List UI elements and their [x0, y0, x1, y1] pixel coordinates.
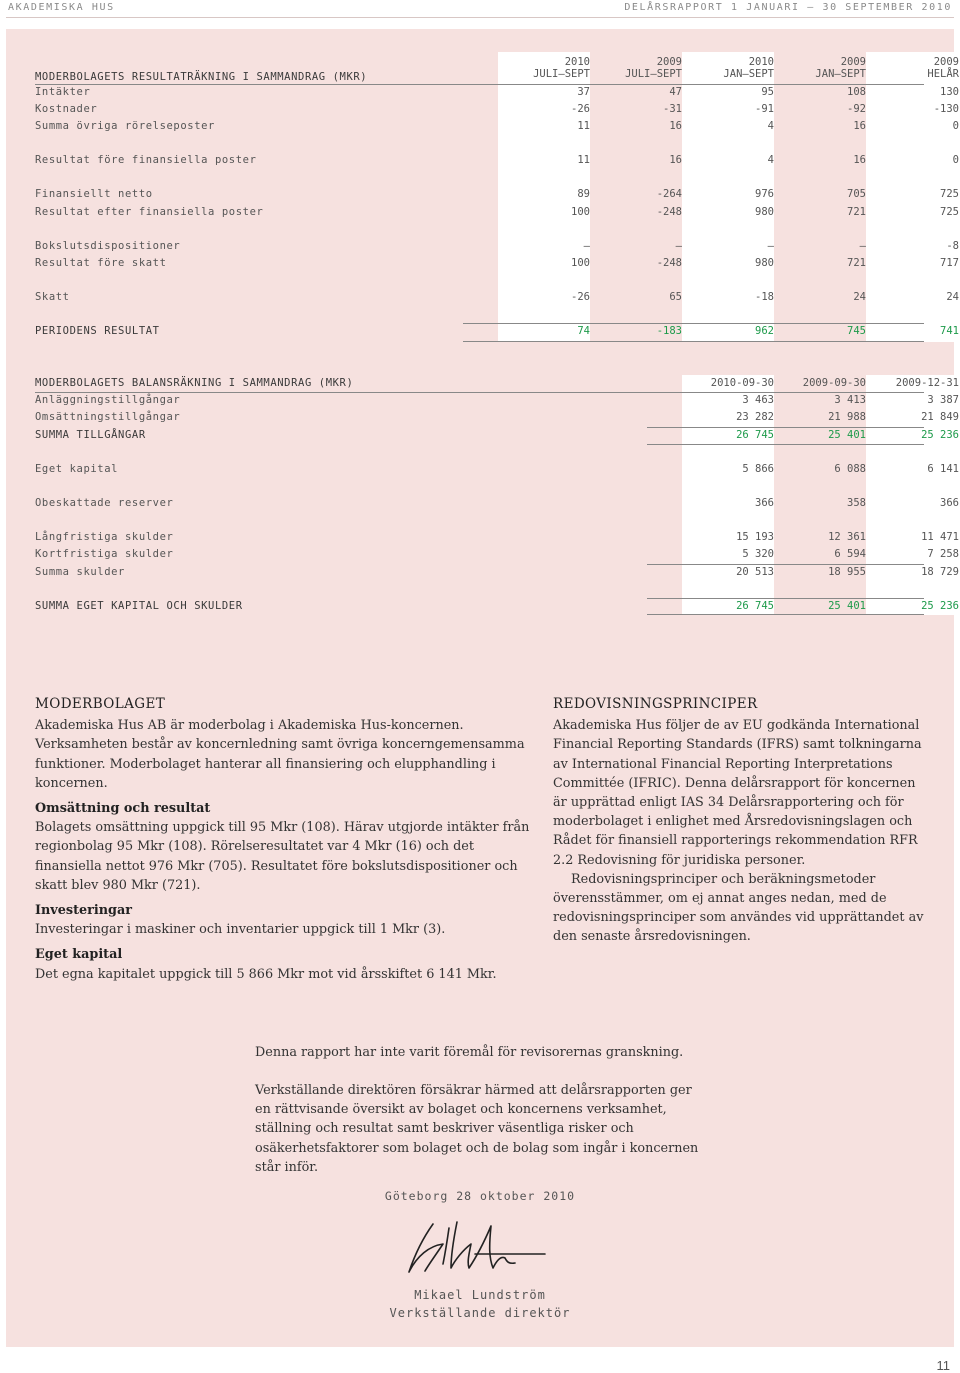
col-header: 2010 JAN–SEPT — [723, 56, 774, 80]
table-row: Långfristiga skulder 15 193 12 361 11 471 — [35, 531, 959, 544]
signature — [405, 1216, 555, 1276]
subtotal-rule — [647, 427, 924, 428]
place-date: Göteborg 28 oktober 2010 — [384, 1189, 576, 1203]
parent-company-section — [35, 695, 535, 984]
spacer-row — [35, 221, 924, 238]
paragraph: Investeringar i maskiner och inventarier uppgick till 1 Mkr (3). — [35, 922, 446, 938]
table-row: Skatt -26 65 -18 24 24 — [35, 291, 959, 304]
income-title: MODERBOLAGETS RESULTATRÄKNING I SAMMANDRAG (MKR) — [35, 71, 368, 83]
income-header-row — [35, 56, 959, 84]
table-row: Summa övriga rörelseposter 11 16 4 16 0 — [35, 120, 959, 133]
audit-note: Denna rapport har inte varit föremål för revisorernas granskning. — [255, 1045, 684, 1060]
table-row: Kortfristiga skulder 5 320 6 594 7 258 — [35, 548, 959, 561]
table-row: Resultat före finansiella poster 11 16 4 16 0 — [35, 154, 959, 167]
col-header: 2009 JULI–SEPT — [625, 56, 682, 80]
table-row: Finansiellt netto 89 -264 976 705 725 — [35, 188, 959, 201]
col-header: 2010 JULI–SEPT — [533, 56, 590, 80]
paragraph: Bolagets omsättning uppgick till 95 Mkr (108). Härav utgjorde intäkter från regionbolag 95 Mkr (108). Rörelseresultatet var 4 Mkr (16) och det finansiella nettot 976 Mkr (705). Resultatet före bokslutsdispositioner och skatt blev 980 Mkr (721). — [35, 820, 530, 893]
spacer-row — [35, 512, 924, 529]
signatory-name: Mikael Lundström — [414, 1288, 546, 1302]
signatory — [0, 1286, 960, 1322]
subtotal-rule — [647, 444, 924, 445]
section-heading: MODERBOLAGET — [35, 696, 166, 712]
spacer-row — [35, 306, 924, 323]
paragraph: Det egna kapitalet uppgick till 5 866 Mkr mot vid årsskiftet 6 141 Mkr. — [35, 966, 497, 982]
table-row: Omsättningstillgångar 23 282 21 988 21 849 — [35, 411, 959, 424]
table-row: Kostnader -26 -31 -91 -92 -130 — [35, 103, 959, 116]
balance-header-row — [35, 375, 959, 392]
paragraph: Redovisningsprinciper och beräkningsmetoder överensstämmer, om ej annat anges nedan, med de redovisningsprinciper som användes vid upprättandet av den senaste årsredovisningen. — [553, 871, 924, 945]
header-rule — [35, 392, 924, 393]
page-number: 11 — [936, 1358, 950, 1373]
spacer-row — [35, 272, 924, 289]
total-rule — [647, 614, 924, 615]
total-row: SUMMA EGET KAPITAL OCH SKULDER 26 745 25 401 25 236 — [35, 599, 959, 612]
table-row: Bokslutsdispositioner — — — — -8 — [35, 239, 959, 252]
header-divider — [6, 17, 954, 18]
income-statement-table — [35, 56, 959, 84]
table-row: Anläggningstillgångar 3 463 3 413 3 387 — [35, 394, 959, 407]
page-header — [0, 0, 960, 18]
table-row: Summa skulder 20 513 18 955 18 729 — [35, 565, 959, 578]
col-header: 2009 JAN–SEPT — [815, 56, 866, 80]
paragraph: Akademiska Hus följer de av EU godkända International Financial Reporting Standards (IFRS) samt tolkningarna av International Financial Reporting Interpretations Committée (IFRIC). Denna delårsrapport för koncernen är upprättad enligt IAS 34 Delårsrapportering och för moderbolaget i enlighet med Årsredovisningslagen och Rådet för finansiell rapporterings rekommendation RFR 2.2 Redovisning för juridiska personer. — [553, 718, 922, 868]
col-header: 2009 HELÅR — [927, 56, 959, 80]
total-row: PERIODENS RESULTAT 74 -183 962 745 741 — [35, 325, 959, 338]
signatory-role: Verkställande direktör — [389, 1306, 571, 1320]
balance-sheet-table — [35, 375, 959, 615]
col-header: 2009-09-30 — [802, 377, 866, 389]
assurance-statement: Verkställande direktören försäkrar härmed att delårsrapporten ger en rättvisande översikt av bolaget och koncernens verksamhet, ställning och resultat samt beskriver väsentliga risker och osäkerhetsfaktorer som bolaget och de bolag som ingår i koncernen står inför. — [255, 1083, 699, 1175]
table-row: Eget kapital 5 866 6 088 6 141 — [35, 462, 959, 475]
income-body — [35, 84, 959, 340]
subtotal-rule — [647, 564, 924, 565]
table-row: Obeskattade reserver 366 358 366 — [35, 496, 959, 509]
spacer-row — [35, 136, 924, 153]
spacer-row — [35, 478, 924, 495]
paragraph: Akademiska Hus AB är moderbolag i Akademiska Hus-koncernen. Verksamheten består av koncernledning samt övriga koncerngemensamma funktioner. Moderbolaget hanterar all finansiering och elupphandling i koncernen. — [35, 718, 525, 791]
company-name: AKADEMISKA HUS — [8, 2, 115, 13]
total-top-rule — [463, 323, 924, 324]
spacer-row — [35, 444, 924, 461]
subheading: Investeringar — [35, 903, 133, 919]
spacer-row — [35, 581, 924, 598]
accounting-principles-section — [553, 695, 930, 947]
balance-title: MODERBOLAGETS BALANSRÄKNING I SAMMANDRAG (MKR) — [35, 377, 354, 389]
table-row: Resultat före skatt 100 -248 980 721 717 — [35, 256, 959, 269]
spacer-row — [35, 169, 924, 186]
total-row: SUMMA TILLGÅNGAR 26 745 25 401 25 236 — [35, 428, 959, 441]
subheading: Eget kapital — [35, 947, 123, 963]
total-rule — [647, 598, 924, 599]
table-row: Resultat efter finansiella poster 100 -248 980 721 725 — [35, 205, 959, 218]
col-header: 2010-09-30 — [710, 377, 774, 389]
report-title: DELÅRSRAPPORT 1 JANUARI – 30 SEPTEMBER 2010 — [624, 2, 952, 13]
col-header: 2009-12-31 — [895, 377, 959, 389]
table-row: Intäkter 37 47 95 108 130 — [35, 86, 959, 98]
total-bottom-rule — [463, 341, 924, 342]
header-rule — [35, 84, 924, 85]
section-heading: REDOVISNINGSPRINCIPER — [553, 696, 758, 712]
subheading: Omsättning och resultat — [35, 801, 211, 817]
